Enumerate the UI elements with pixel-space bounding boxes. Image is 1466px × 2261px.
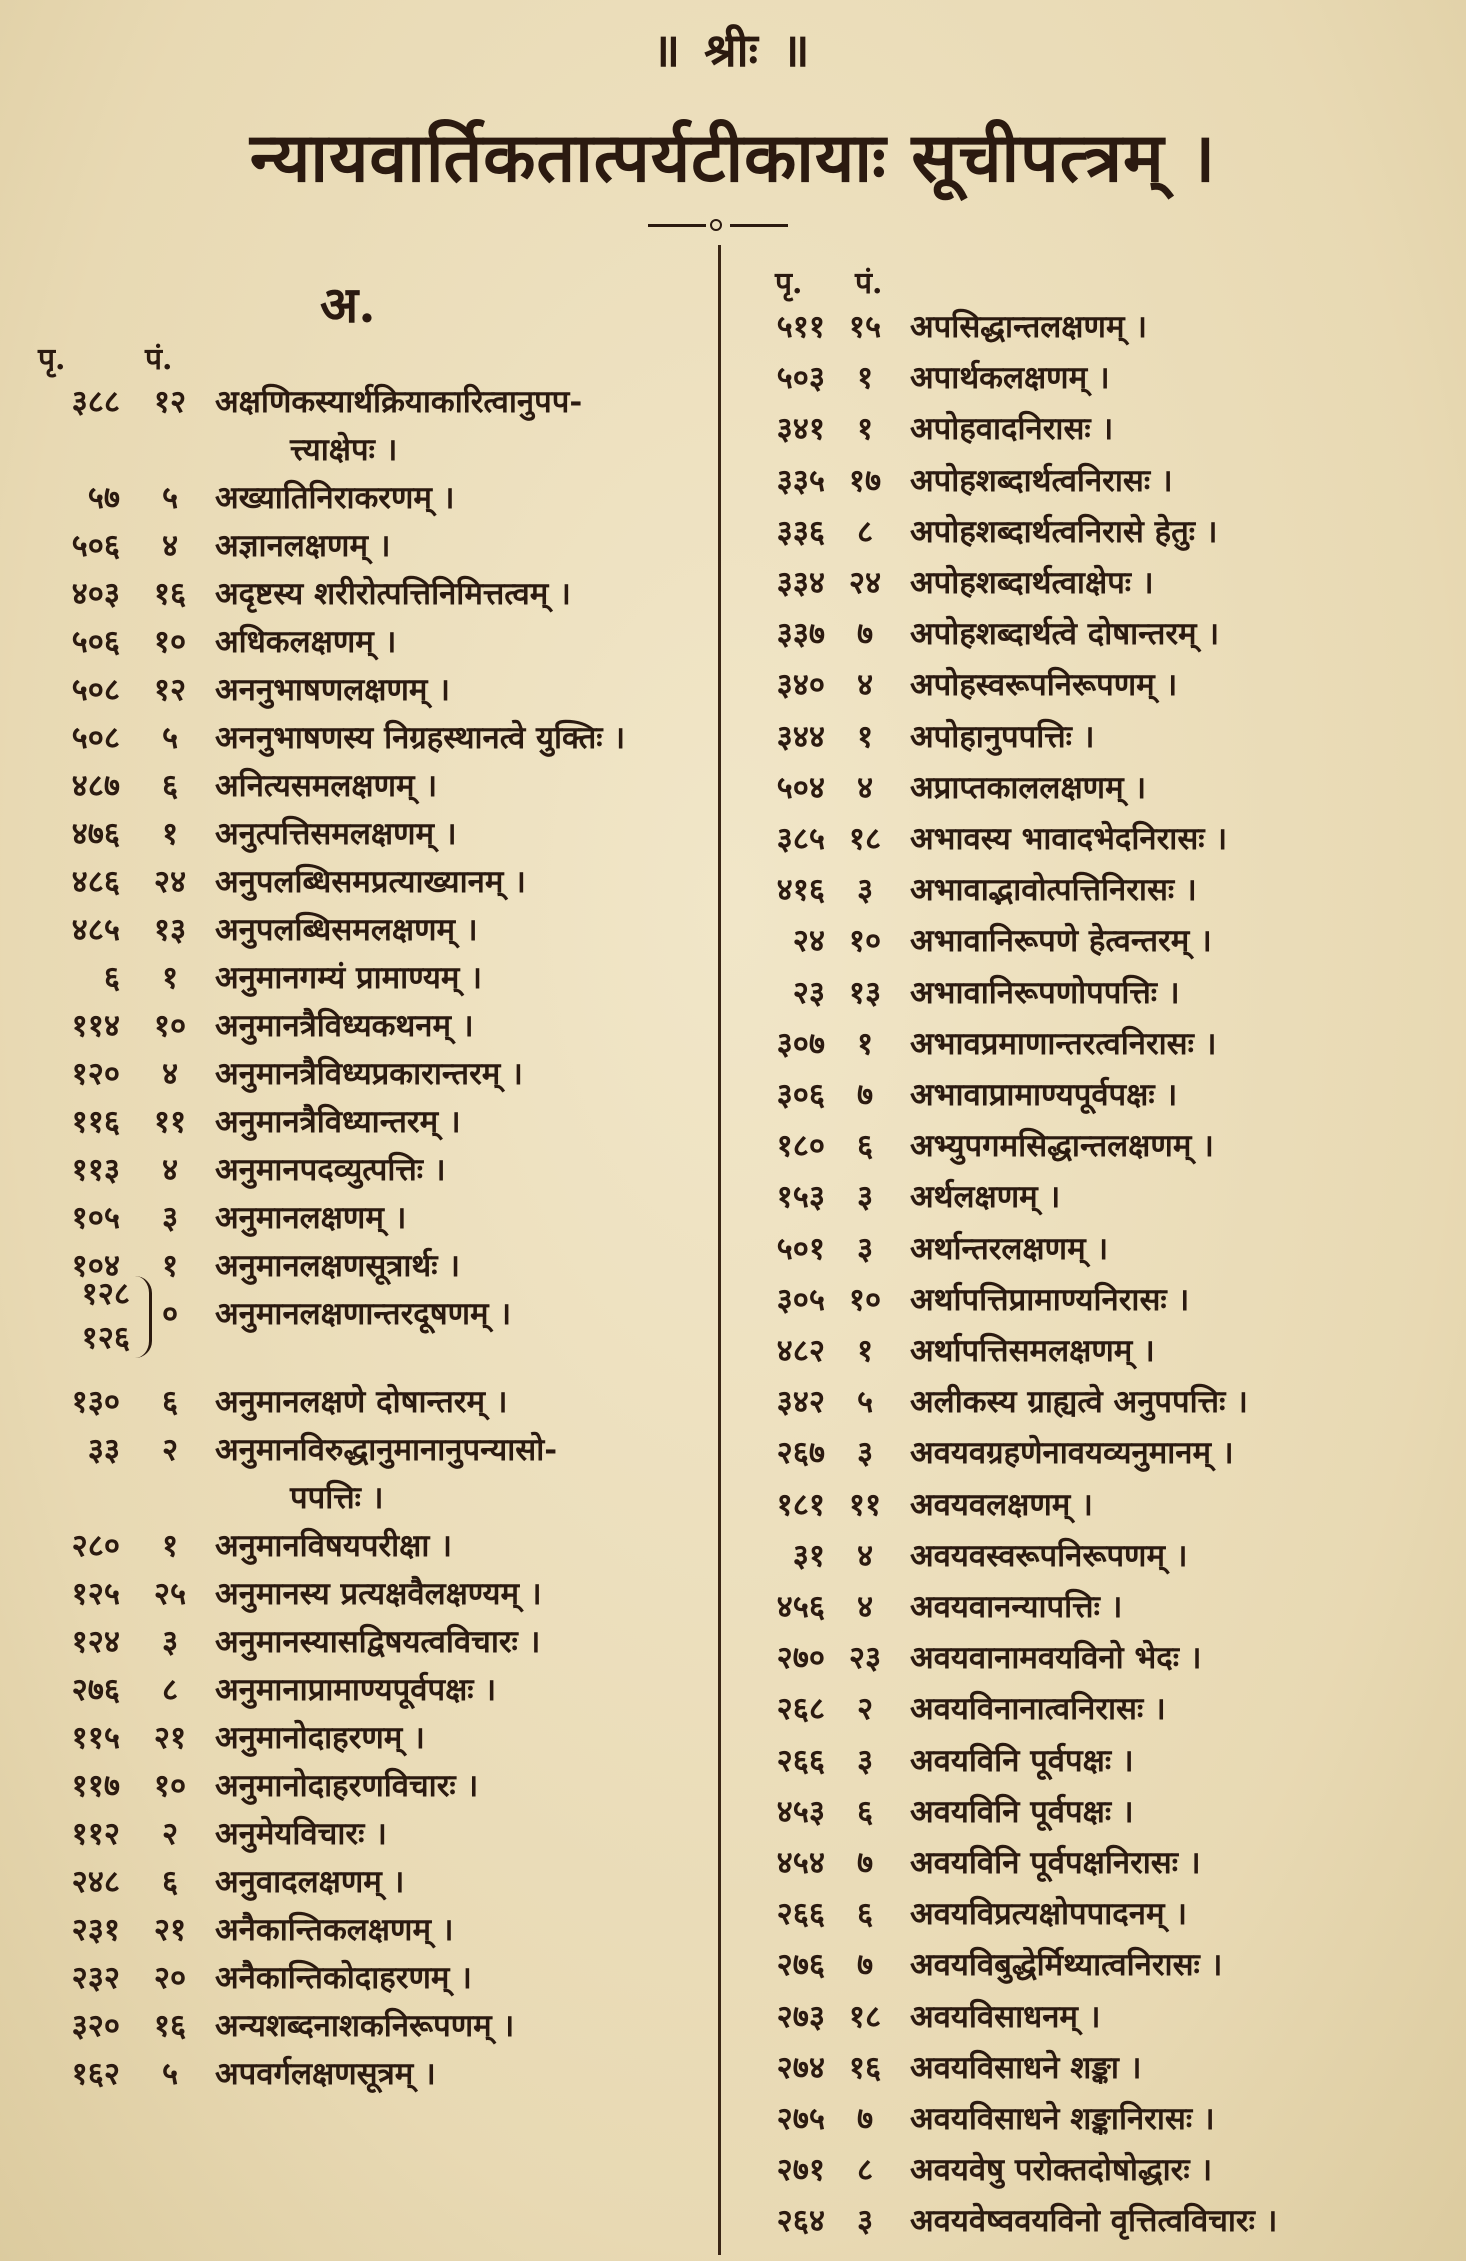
line-number: २१ <box>153 1720 187 1756</box>
entry-text: अनुपलब्धिसमलक्षणम् । <box>215 912 478 948</box>
entry-text: अपोहशब्दार्थत्वनिरासे हेतुः । <box>910 513 1218 550</box>
entry-text: अवयवानामवयविनो भेदः । <box>910 1640 1202 1677</box>
page-number: १२० <box>71 1056 120 1092</box>
line-number: ४ <box>161 1152 179 1188</box>
page-number: २६४ <box>776 2203 825 2240</box>
page-column-header: पृ. <box>38 342 66 377</box>
line-number: ४ <box>856 1589 874 1625</box>
page-number: ३३६ <box>776 513 825 550</box>
page-number: १२६ <box>81 1320 130 1356</box>
entry-text: अनुमानविरुद्धानुमानानुपन्यासो- <box>215 1432 558 1468</box>
page-number: ३३ <box>87 1432 120 1468</box>
entry-text: अनैकान्तिकलक्षणम् । <box>215 1912 454 1948</box>
entry-text: अनुमानलक्षणान्तरदूषणम् । <box>215 1296 512 1332</box>
entry-text: अनुमानविषयपरीक्षा । <box>215 1528 452 1564</box>
page-number: १२८ <box>81 1276 130 1312</box>
entry-text: अवयविसाधनम् । <box>910 1998 1101 2035</box>
section-letter: अ. <box>320 275 376 334</box>
entry-text: अनुत्पत्तिसमलक्षणम् । <box>215 816 457 852</box>
line-number: ४ <box>161 528 179 564</box>
entry-text: अवयविनि पूर्वपक्षनिरासः । <box>910 1845 1201 1881</box>
page-number: ५११ <box>776 309 825 345</box>
entry-text: अवयवग्रहणेनावयव्यनुमानम् । <box>910 1435 1234 1472</box>
page-number: २६६ <box>776 1896 825 1933</box>
entry-text: अप्राप्तकाललक्षणम् । <box>910 769 1147 806</box>
line-number: ७ <box>856 2101 874 2137</box>
line-number: ८ <box>856 2152 874 2189</box>
page-number: १८१ <box>776 1486 825 1523</box>
line-number: ७ <box>856 1947 874 1984</box>
line-number: २० <box>153 1960 187 1996</box>
page-number: ४८५ <box>71 912 120 948</box>
line-number: ७ <box>856 1077 874 1113</box>
entry-text: अभावाप्रामाण्यपूर्वपक्षः । <box>910 1077 1178 1113</box>
entry-text: अनुमानाप्रामाण्यपूर्वपक्षः । <box>215 1672 497 1708</box>
entry-text: अदृष्टस्य शरीरोत्पत्तिनिमित्तत्वम् । <box>215 576 571 612</box>
line-number: ५ <box>161 2056 179 2092</box>
line-number: १६ <box>153 2008 187 2044</box>
line-number: १३ <box>848 974 882 1011</box>
line-number: ६ <box>161 1864 179 1900</box>
page-number: ११७ <box>71 1768 120 1804</box>
page-number: २३१ <box>71 1912 120 1948</box>
entry-text: अभावप्रमाणान्तरत्वनिरासः । <box>910 1025 1217 1062</box>
entry-text: अवयविनि पूर्वपक्षः । <box>910 1793 1134 1830</box>
page-number: २७६ <box>71 1672 120 1708</box>
line-number: १ <box>856 718 874 755</box>
entry-text: अनुमानगम्यं प्रामाण्यम् । <box>215 960 482 996</box>
invocation-mark: ॥ श्रीः ॥ <box>652 23 814 77</box>
page-number: ४८७ <box>71 768 120 804</box>
entry-text: अवयवेष्ववयविनो वृत्तित्वविचारः । <box>910 2203 1278 2240</box>
page-title: न्यायवार्तिकतात्पर्यटीकायाः सूचीपत्त्रम् । <box>249 118 1217 198</box>
line-number: १८ <box>848 821 882 857</box>
entry-text: अर्थापत्तिसमलक्षणम् । <box>910 1333 1155 1369</box>
page-number: ११६ <box>71 1104 120 1140</box>
entry-text: अनुमानस्य प्रत्यक्षवैलक्षण्यम् । <box>215 1576 542 1612</box>
line-number: १६ <box>848 2049 882 2086</box>
line-number: २४ <box>153 864 187 900</box>
line-number: ३ <box>856 1435 874 1472</box>
entry-text: अभ्युपगमसिद्धान्तलक्षणम् । <box>910 1128 1214 1165</box>
page-number: ११३ <box>71 1152 120 1188</box>
page-number: ११५ <box>71 1720 120 1756</box>
page-number: ३४१ <box>776 411 825 448</box>
entry-text: अधिकलक्षणम् । <box>215 624 397 660</box>
line-number: १० <box>153 624 187 660</box>
page-number: १३० <box>71 1384 120 1420</box>
page-number: १०५ <box>71 1200 120 1236</box>
page-number: ३८५ <box>776 821 825 857</box>
page-number: ११४ <box>71 1008 120 1044</box>
line-number: १६ <box>153 576 187 612</box>
page-number: ४८२ <box>776 1333 825 1369</box>
line-number: १ <box>161 816 179 852</box>
page-number: ६ <box>103 960 120 996</box>
line-number: ११ <box>848 1486 882 1523</box>
page-column-header: पृ. <box>775 266 803 301</box>
page-number: ३४२ <box>776 1384 825 1421</box>
entry-text: अनुमानलक्षणम् । <box>215 1200 407 1236</box>
page-number: ५०८ <box>71 672 120 708</box>
entry-text: अनुमानलक्षणे दोषान्तरम् । <box>215 1384 508 1420</box>
page-number: ५०८ <box>71 720 120 756</box>
line-column-header: पं. <box>855 266 883 301</box>
entry-text: अपोहशब्दार्थत्वनिरासः । <box>910 462 1173 499</box>
entry-text: अपोहानुपपत्तिः । <box>910 718 1095 755</box>
page-number: ३०७ <box>776 1025 825 1062</box>
line-number: ३ <box>161 1200 179 1236</box>
line-number: १७ <box>848 462 882 499</box>
page-number: ३३४ <box>776 565 825 601</box>
entry-text: अभावानिरूपणोपपत्तिः । <box>910 974 1180 1011</box>
title-ornament <box>648 218 788 232</box>
page-number: १६२ <box>71 2056 120 2092</box>
entry-text: अवयविनि पूर्वपक्षः । <box>910 1742 1134 1779</box>
line-number: १८ <box>848 1998 882 2035</box>
page-number: २४८ <box>71 1864 120 1900</box>
line-number: २५ <box>153 1576 187 1612</box>
entry-text: अभावस्य भावादभेदनिरासः । <box>910 821 1228 857</box>
page-number: ५०६ <box>71 528 120 564</box>
line-number: २३ <box>848 1640 882 1677</box>
page-number: २७६ <box>776 1947 825 1984</box>
entry-text: अनुमानस्यासद्विषयत्वविचारः । <box>215 1624 541 1660</box>
line-number: २ <box>856 1691 874 1728</box>
page-number: १०४ <box>71 1248 120 1284</box>
line-number: ४ <box>161 1056 179 1092</box>
page-number: १५३ <box>776 1179 825 1216</box>
line-number: ७ <box>856 616 874 653</box>
line-number: १ <box>161 1528 179 1564</box>
page-number: ३०५ <box>776 1281 825 1318</box>
entry-text: अपार्थकलक्षणम् । <box>910 360 1110 397</box>
page-number: २६७ <box>776 1435 825 1472</box>
page-number: ५०३ <box>776 360 825 397</box>
line-number: ० <box>161 1296 179 1332</box>
entry-text: अज्ञानलक्षणम् । <box>215 528 391 564</box>
entry-text: अपोहस्वरूपनिरूपणम् । <box>910 667 1178 704</box>
line-number: २ <box>161 1432 179 1468</box>
page-number: २८० <box>71 1528 120 1564</box>
page-number: ३२० <box>71 2008 120 2044</box>
page-number: ४०३ <box>71 576 120 612</box>
line-number: १ <box>161 960 179 996</box>
line-number: ५ <box>161 480 179 516</box>
entry-text: अपोहशब्दार्थत्वाक्षेपः । <box>910 565 1154 601</box>
page-number: ४७६ <box>71 816 120 852</box>
line-number: ८ <box>161 1672 179 1708</box>
line-number: १ <box>856 1333 874 1369</box>
entry-text: अवयविसाधने शङ्कानिरासः । <box>910 2101 1215 2137</box>
page-number: ४५६ <box>776 1589 825 1625</box>
line-number: ६ <box>161 768 179 804</box>
line-number: ११ <box>153 1104 187 1140</box>
entry-text: अनुमानपदव्युत्पत्तिः । <box>215 1152 446 1188</box>
page-number: २७४ <box>776 2049 825 2086</box>
line-number: २१ <box>153 1912 187 1948</box>
page-number: ३१ <box>792 1537 825 1574</box>
entry-text: अनैकान्तिकोदाहरणम् । <box>215 1960 472 1996</box>
page-number: ४५३ <box>776 1793 825 1830</box>
line-number: १ <box>856 411 874 448</box>
entry-text: अलीकस्य ग्राह्यत्वे अनुपपत्तिः । <box>910 1384 1248 1421</box>
entry-text: अपवर्गलक्षणसूत्रम् । <box>215 2056 436 2092</box>
entry-text: अनुमानोदाहरणम् । <box>215 1720 425 1756</box>
line-number: ३ <box>856 1230 874 1267</box>
line-number: ३ <box>161 1624 179 1660</box>
entry-text: अवयवानन्यापत्तिः । <box>910 1589 1123 1625</box>
entry-text: अर्थान्तरलक्षणम् । <box>910 1230 1109 1267</box>
page-number: २७१ <box>776 2152 825 2189</box>
entry-text: अवयविप्रत्यक्षोपपादनम् । <box>910 1896 1188 1933</box>
page-number: २३ <box>792 974 825 1011</box>
line-number: ५ <box>856 1384 874 1421</box>
entry-text: अनुमानोदाहरणविचारः । <box>215 1768 479 1804</box>
line-number: १ <box>161 1248 179 1284</box>
entry-text: अनुमानत्रैविध्यकथनम् । <box>215 1008 474 1044</box>
line-number: १० <box>153 1768 187 1804</box>
page-number: १२४ <box>71 1624 120 1660</box>
entry-text: अवयवलक्षणम् । <box>910 1486 1093 1523</box>
page-number: ३३५ <box>776 462 825 499</box>
entry-text: अख्यातिनिराकरणम् । <box>215 480 455 516</box>
page-number: ३०६ <box>776 1077 825 1113</box>
entry-text: अवयविसाधने शङ्का । <box>910 2049 1142 2086</box>
line-number: ८ <box>856 513 874 550</box>
line-number: १० <box>848 1281 882 1318</box>
entry-text: अननुभाषणस्य निग्रहस्थानत्वे युक्तिः । <box>215 720 626 756</box>
column-divider <box>718 245 721 2255</box>
entry-text: अनित्यसमलक्षणम् । <box>215 768 438 804</box>
entry-text: अपोहवादनिरासः । <box>910 411 1114 448</box>
page-number: ३४० <box>776 667 825 704</box>
page-number: ३४४ <box>776 718 825 755</box>
line-number: १ <box>856 360 874 397</box>
entry-text-continued: पपत्तिः । <box>290 1480 384 1516</box>
page-number: १८० <box>776 1128 825 1165</box>
entry-text: अर्थापत्तिप्रामाण्यनिरासः । <box>910 1281 1190 1318</box>
page-number: ५७ <box>87 480 120 516</box>
line-number: ५ <box>161 720 179 756</box>
line-number: ३ <box>856 2203 874 2240</box>
page-number: ४५४ <box>776 1845 825 1881</box>
entry-text: अवयविनानात्वनिरासः । <box>910 1691 1166 1728</box>
page-number: ३८८ <box>71 384 120 420</box>
line-number: ३ <box>856 1179 874 1216</box>
line-number: ४ <box>856 769 874 806</box>
line-number: ३ <box>856 872 874 909</box>
entry-text: अन्यशब्दनाशकनिरूपणम् । <box>215 2008 515 2044</box>
line-number: १ <box>856 1025 874 1062</box>
entry-text: अभावाद्भावोत्पत्तिनिरासः । <box>910 872 1197 909</box>
line-number: ४ <box>856 1537 874 1574</box>
page-number: २४ <box>792 923 825 960</box>
page-number: ११२ <box>71 1816 120 1852</box>
line-number: १२ <box>153 672 187 708</box>
page-number: ५०४ <box>776 769 825 806</box>
line-column-header: पं. <box>145 342 173 377</box>
line-number: १२ <box>153 384 187 420</box>
page-number: २७३ <box>776 1998 825 2035</box>
page-number: २६८ <box>776 1691 825 1728</box>
line-number: १० <box>848 923 882 960</box>
entry-text: अननुभाषणलक्षणम् । <box>215 672 450 708</box>
line-number: ७ <box>856 1845 874 1881</box>
line-number: ६ <box>856 1896 874 1933</box>
page-number: २७० <box>776 1640 825 1677</box>
page-number: २७५ <box>776 2101 825 2137</box>
entry-text: अवयवस्वरूपनिरूपणम् । <box>910 1537 1188 1574</box>
entry-text: अनुमानत्रैविध्यप्रकारान्तरम् । <box>215 1056 523 1092</box>
line-number: २ <box>161 1816 179 1852</box>
entry-text: अपसिद्धान्तलक्षणम् । <box>910 309 1148 345</box>
line-number: ६ <box>161 1384 179 1420</box>
entry-text: अक्षणिकस्यार्थक्रियाकारित्वानुपप- <box>215 384 583 420</box>
line-number: १० <box>153 1008 187 1044</box>
entry-text: अनुपलब्धिसमप्रत्याख्यानम् । <box>215 864 526 900</box>
line-number: ३ <box>856 1742 874 1779</box>
entry-text: अभावानिरूपणे हेत्वन्तरम् । <box>910 923 1212 960</box>
line-number: १५ <box>848 309 882 345</box>
entry-text-continued: त्त्याक्षेपः । <box>290 432 398 468</box>
entry-text: अनुमानलक्षणसूत्रार्थः । <box>215 1248 461 1284</box>
page-number: ३३७ <box>776 616 825 653</box>
entry-text: अनुवादलक्षणम् । <box>215 1864 405 1900</box>
page-number: २३२ <box>71 1960 120 1996</box>
line-number: १३ <box>153 912 187 948</box>
entry-text: अवयविबुद्धेर्मिथ्यात्वनिरासः । <box>910 1947 1223 1984</box>
page-number: २६६ <box>776 1742 825 1779</box>
page-number: १२५ <box>71 1576 120 1612</box>
entry-text: अर्थलक्षणम् । <box>910 1179 1061 1216</box>
line-number: ६ <box>856 1793 874 1830</box>
page-number: ५०६ <box>71 624 120 660</box>
entry-text: अनुमेयविचारः । <box>215 1816 387 1852</box>
entry-text: अपोहशब्दार्थत्वे दोषान्तरम् । <box>910 616 1220 653</box>
page-number: ४१६ <box>776 872 825 909</box>
page-number: ५०१ <box>776 1230 825 1267</box>
entry-text: अवयवेषु परोक्तदोषोद्धारः । <box>910 2152 1213 2189</box>
line-number: ४ <box>856 667 874 704</box>
page-number: ४८६ <box>71 864 120 900</box>
line-number: ६ <box>856 1128 874 1165</box>
entry-text: अनुमानत्रैविध्यान्तरम् । <box>215 1104 461 1140</box>
line-number: २४ <box>848 565 882 601</box>
